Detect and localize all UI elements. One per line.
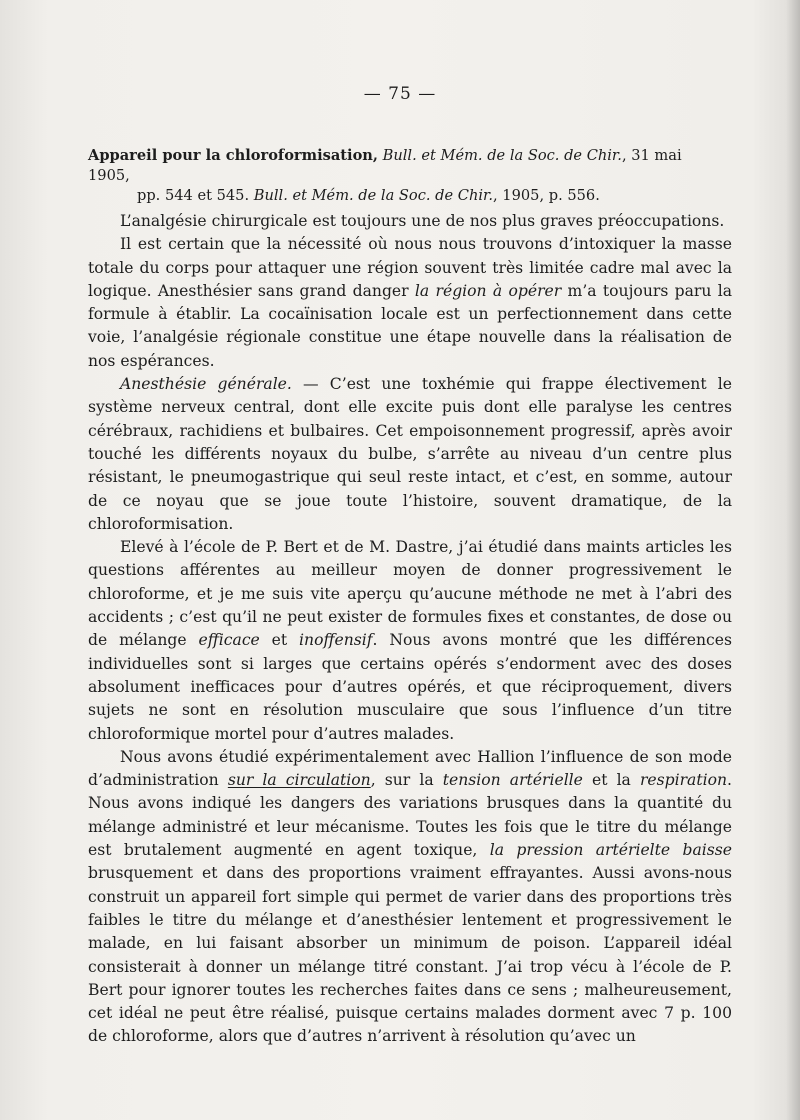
paragraph-5-text-a: Nous avons étudié expérimentalement avec Hallion l’influence de son mode d’administration [88, 747, 732, 790]
paragraph-1-text: L’analgésie chirurgicale est toujours une de nos plus graves préoccupations. [120, 212, 725, 230]
page-edge-shadow [786, 0, 800, 1120]
paragraph-5-emphasis-3: respiration [639, 771, 728, 790]
reference-date-2: , 1905, p. 556. [493, 187, 600, 204]
paragraph-2-text-a: Il est certain que la nécessité où nous nous trouvons d’intoxiquer la masse totale du corps pour attaquer une région souvent très limitée cadre mal avec la logique. Anesthésier sans grand danger [88, 235, 732, 300]
paragraph-3-text: — C’est une toxhémie qui frappe électivement le système nerveux central, dont elle excite puis dont elle paralyse les centres cérébraux, rachidiens et bulbaires. Cet empoisonnement progressif, après avoir touché les différents noyaux du bulbe, s’arrête au niveau d’un centre plus résistant, le pneumogastrique qui seul reste intact, et c’est, en somme, autour de ce noyau que se joue toute l’histoire, souvent dramatique, de la chloroformisation. [88, 375, 732, 533]
body-text [88, 210, 732, 1049]
paragraph-4-emphasis-2: inoffensif [299, 631, 373, 650]
paragraph-5-emphasis-4: la pression artérielte baisse [489, 841, 732, 860]
paragraph-5-text-b: , sur la [370, 771, 443, 790]
paragraph-1 [88, 210, 732, 233]
paragraph-4-text-a: Elevé à l’école de P. Bert et de M. Dastre, j’ai étudié dans maints articles les questions afférentes au meilleur moyen de donner progressivement le chloroforme, et je me suis vite aperçu qu’aucune méthode ne met à l’abri des accidents ; c’est qu’il ne peut exister de formules fixes et constantes, de dose ou de mélange [88, 538, 732, 650]
reference-date-1: , 31 mai 1905, [88, 147, 682, 184]
paragraph-4 [88, 536, 732, 746]
paragraph-4-text-c: . Nous avons montré que les différences individuelles sont si larges que certains opérés s’endorment avec des doses absolument inefficaces pour d’autres opérés, et que réciproquement, divers sujets ne sont en résolution musculaire que sous l’influence d’un titre chloroformique mortel pour d’autres malades. [88, 631, 732, 743]
paragraph-5-text-c: et la [582, 771, 640, 790]
paragraph-3-heading: Anesthésie générale. [120, 375, 292, 394]
reference-journal-1: Bull. et Mém. de la Soc. de Chir. [382, 147, 622, 164]
paragraph-5-emphasis-1: sur la circulation [227, 771, 371, 790]
page-number: — 75 — [363, 84, 437, 104]
reference-title: Appareil pour la chloroformisation, [88, 147, 378, 164]
bibliographic-reference [88, 146, 728, 206]
reference-line-2 [88, 186, 728, 206]
paragraph-2-emphasis: la région à opérer [414, 281, 562, 300]
paragraph-4-emphasis-1: efficace [198, 631, 260, 650]
paragraph-5-emphasis-2: tension artérielle [442, 771, 583, 790]
paragraph-2 [88, 233, 732, 373]
paragraph-5-text-d: . Nous avons indiqué les dangers des variations brusques dans la quantité du mélange administré et leur mécanisme. Toutes les fois que le titre du mélange est brutalement augmenté en agent toxique, [88, 771, 733, 860]
paragraph-4-text-b: et [259, 631, 300, 650]
reference-pages: pp. 544 et 545. [137, 187, 250, 204]
paragraph-5-text-e: brusquement et dans des proportions vraiment effrayantes. Aussi avons-nous construit un appareil fort simple qui permet de varier dans des proportions très faibles le titre du mélange et d’anesthésier lentement et progressivement le malade, en lui faisant absorber un minimum de poison. L’appareil idéal consisterait à donner un mélange titré constant. J’ai trop vécu à l’école de P. Bert pour ignorer toutes les recherches faites dans ce sens ; malheureusement, cet idéal ne peut être réalisé, puisque certains malades dorment avec 7 p. 100 de chloroforme, alors que d’autres n’arrivent à résolution qu’avec un [88, 864, 732, 1046]
paragraph-3 [88, 373, 732, 536]
paragraph-5 [88, 746, 732, 1049]
reference-journal-2: Bull. et Mém. de la Soc. de Chir. [253, 187, 494, 204]
paragraph-2-text-b: m’a toujours paru la formule à établir. La cocaïnisation locale est un perfectionnement dans cette voie, l’analgésie régionale constitue une étape nouvelle dans la réalisation de nos espérances. [88, 281, 732, 370]
